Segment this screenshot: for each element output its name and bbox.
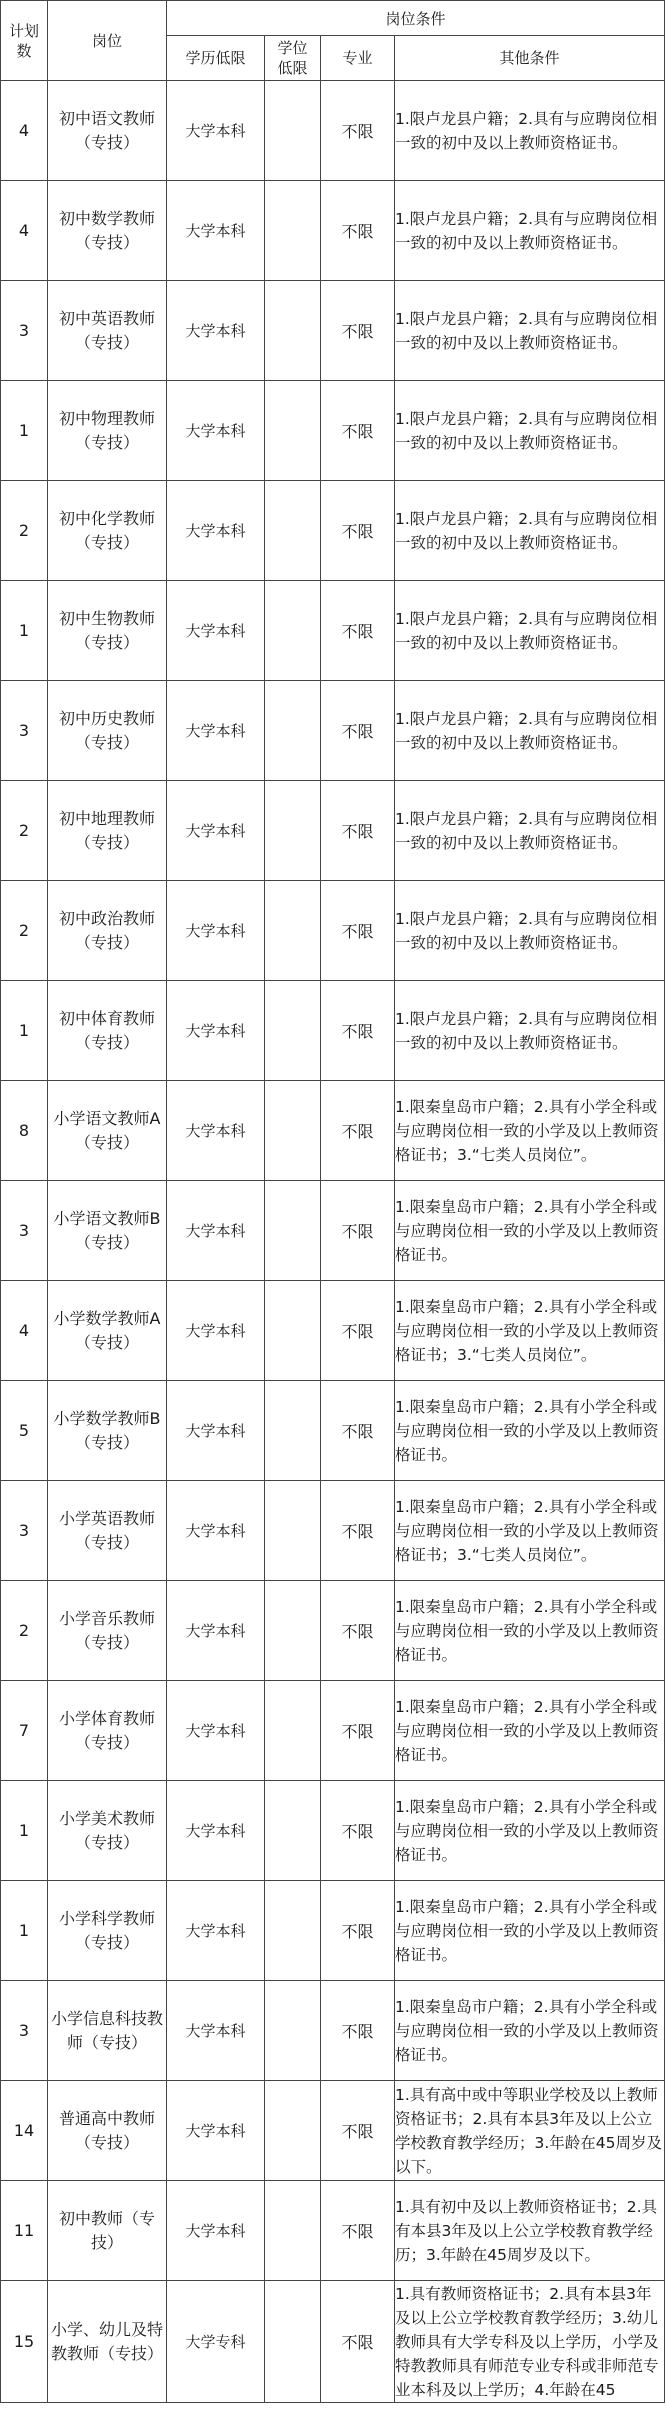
degree-cell — [265, 2081, 321, 2181]
major-cell: 不限 — [321, 781, 395, 881]
plan-count-cell: 1 — [1, 1781, 48, 1881]
major-cell: 不限 — [321, 1381, 395, 1481]
table-row — [1, 1581, 665, 1681]
table-row — [1, 2281, 665, 2403]
table-row — [1, 1681, 665, 1781]
degree-cell — [265, 581, 321, 681]
major-cell: 不限 — [321, 181, 395, 281]
major-cell: 不限 — [321, 681, 395, 781]
degree-cell — [265, 1281, 321, 1381]
table-row — [1, 1481, 665, 1581]
degree-cell — [265, 181, 321, 281]
table-row — [1, 1181, 665, 1281]
table-row — [1, 781, 665, 881]
plan-count-cell: 1 — [1, 1881, 48, 1981]
degree-cell — [265, 1981, 321, 2081]
degree-cell — [265, 1381, 321, 1481]
education-cell: 大学本科 — [167, 1381, 265, 1481]
plan-count-cell: 11 — [1, 2181, 48, 2281]
other-conditions-cell: 1.限卢龙县户籍；2.具有与应聘岗位相一致的初中及以上教师资格证书。 — [395, 981, 665, 1081]
degree-cell — [265, 1181, 321, 1281]
education-cell: 大学本科 — [167, 81, 265, 181]
other-conditions-cell: 1.具有初中及以上教师资格证书；2.具有本县3年及以上公立学校教育教学经历；3.年龄在45周岁及以下。 — [395, 2181, 665, 2281]
other-conditions-cell: 1.限卢龙县户籍；2.具有与应聘岗位相一致的初中及以上教师资格证书。 — [395, 281, 665, 381]
education-cell: 大学本科 — [167, 881, 265, 981]
education-cell: 大学本科 — [167, 1581, 265, 1681]
header-plan-count: 计划数 — [1, 1, 48, 81]
education-cell: 大学本科 — [167, 1981, 265, 2081]
other-conditions-cell: 1.限卢龙县户籍；2.具有与应聘岗位相一致的初中及以上教师资格证书。 — [395, 381, 665, 481]
major-cell: 不限 — [321, 1781, 395, 1881]
header-major: 专业 — [321, 36, 395, 81]
degree-cell — [265, 381, 321, 481]
plan-count-cell: 4 — [1, 81, 48, 181]
plan-count-cell: 3 — [1, 1981, 48, 2081]
degree-cell — [265, 1881, 321, 1981]
degree-cell — [265, 281, 321, 381]
major-cell: 不限 — [321, 1481, 395, 1581]
education-cell: 大学本科 — [167, 481, 265, 581]
education-cell: 大学本科 — [167, 1081, 265, 1181]
plan-count-cell: 3 — [1, 1481, 48, 1581]
position-cell: 初中地理教师（专技） — [48, 781, 167, 881]
table-row — [1, 81, 665, 181]
other-conditions-cell: 1.具有高中或中等职业学校及以上教师资格证书；2.具有本县3年及以上公立学校教育教学经历；3.年龄在45周岁及以下。 — [395, 2081, 665, 2181]
education-cell: 大学本科 — [167, 681, 265, 781]
position-cell: 小学英语教师（专技） — [48, 1481, 167, 1581]
table-body — [1, 81, 665, 2403]
major-cell: 不限 — [321, 2081, 395, 2181]
plan-count-cell: 2 — [1, 781, 48, 881]
table-row — [1, 181, 665, 281]
table-row — [1, 1381, 665, 1481]
plan-count-cell: 15 — [1, 2281, 48, 2403]
plan-count-cell: 3 — [1, 681, 48, 781]
table-row — [1, 881, 665, 981]
education-cell: 大学本科 — [167, 381, 265, 481]
major-cell: 不限 — [321, 81, 395, 181]
other-conditions-cell: 1.限秦皇岛市户籍；2.具有小学全科或与应聘岗位相一致的小学及以上教师资格证书。 — [395, 1381, 665, 1481]
other-conditions-cell: 1.限秦皇岛市户籍；2.具有小学全科或与应聘岗位相一致的小学及以上教师资格证书；3.“七类人员岗位”。 — [395, 1481, 665, 1581]
other-conditions-cell: 1.具有教师资格证书；2.具有本县3年及以上公立学校教育教学经历；3.幼儿教师具有大学专科及以上学历，小学及特教教师具有师范专业专科或非师范专业本科及以上学历；4.年龄在45 — [395, 2281, 665, 2403]
other-conditions-cell: 1.限秦皇岛市户籍；2.具有小学全科或与应聘岗位相一致的小学及以上教师资格证书；3.“七类人员岗位”。 — [395, 1081, 665, 1181]
education-cell: 大学本科 — [167, 1481, 265, 1581]
degree-cell — [265, 2281, 321, 2403]
other-conditions-cell: 1.限卢龙县户籍；2.具有与应聘岗位相一致的初中及以上教师资格证书。 — [395, 681, 665, 781]
major-cell: 不限 — [321, 381, 395, 481]
education-cell: 大学本科 — [167, 1281, 265, 1381]
header-education: 学历低限 — [167, 36, 265, 81]
education-cell: 大学本科 — [167, 2081, 265, 2181]
position-cell: 小学美术教师（专技） — [48, 1781, 167, 1881]
major-cell: 不限 — [321, 1181, 395, 1281]
position-cell: 小学语文教师B（专技） — [48, 1181, 167, 1281]
degree-cell — [265, 1581, 321, 1681]
plan-count-cell: 2 — [1, 1581, 48, 1681]
education-cell: 大学本科 — [167, 281, 265, 381]
major-cell: 不限 — [321, 1081, 395, 1181]
other-conditions-cell: 1.限秦皇岛市户籍；2.具有小学全科或与应聘岗位相一致的小学及以上教师资格证书。 — [395, 1181, 665, 1281]
plan-count-cell: 2 — [1, 881, 48, 981]
degree-cell — [265, 1481, 321, 1581]
major-cell: 不限 — [321, 1981, 395, 2081]
education-cell: 大学本科 — [167, 1681, 265, 1781]
table-row — [1, 2181, 665, 2281]
major-cell: 不限 — [321, 881, 395, 981]
table-row — [1, 481, 665, 581]
major-cell: 不限 — [321, 1681, 395, 1781]
position-cell: 初中政治教师（专技） — [48, 881, 167, 981]
plan-count-cell: 1 — [1, 381, 48, 481]
other-conditions-cell: 1.限卢龙县户籍；2.具有与应聘岗位相一致的初中及以上教师资格证书。 — [395, 181, 665, 281]
plan-count-cell: 1 — [1, 581, 48, 681]
position-cell: 小学、幼儿及特教教师（专技） — [48, 2281, 167, 2403]
position-cell: 初中数学教师（专技） — [48, 181, 167, 281]
other-conditions-cell: 1.限秦皇岛市户籍；2.具有小学全科或与应聘岗位相一致的小学及以上教师资格证书。 — [395, 1981, 665, 2081]
other-conditions-cell: 1.限秦皇岛市户籍；2.具有小学全科或与应聘岗位相一致的小学及以上教师资格证书。 — [395, 1881, 665, 1981]
position-cell: 小学体育教师（专技） — [48, 1681, 167, 1781]
position-cell: 小学科学教师（专技） — [48, 1881, 167, 1981]
degree-cell — [265, 881, 321, 981]
major-cell: 不限 — [321, 1881, 395, 1981]
table-row — [1, 681, 665, 781]
degree-cell — [265, 481, 321, 581]
education-cell: 大学本科 — [167, 2181, 265, 2281]
education-cell: 大学本科 — [167, 1881, 265, 1981]
major-cell: 不限 — [321, 481, 395, 581]
plan-count-cell: 7 — [1, 1681, 48, 1781]
plan-count-cell: 5 — [1, 1381, 48, 1481]
position-cell: 小学数学教师B（专技） — [48, 1381, 167, 1481]
major-cell: 不限 — [321, 281, 395, 381]
major-cell: 不限 — [321, 1281, 395, 1381]
degree-cell — [265, 781, 321, 881]
major-cell: 不限 — [321, 981, 395, 1081]
major-cell: 不限 — [321, 1581, 395, 1681]
degree-cell — [265, 681, 321, 781]
other-conditions-cell: 1.限卢龙县户籍；2.具有与应聘岗位相一致的初中及以上教师资格证书。 — [395, 781, 665, 881]
plan-count-cell: 14 — [1, 2081, 48, 2181]
position-cell: 小学音乐教师（专技） — [48, 1581, 167, 1681]
table-row — [1, 1981, 665, 2081]
education-cell: 大学专科 — [167, 2281, 265, 2403]
other-conditions-cell: 1.限秦皇岛市户籍；2.具有小学全科或与应聘岗位相一致的小学及以上教师资格证书；3.“七类人员岗位”。 — [395, 1281, 665, 1381]
table-row — [1, 1081, 665, 1181]
position-cell: 初中历史教师（专技） — [48, 681, 167, 781]
major-cell: 不限 — [321, 2281, 395, 2403]
education-cell: 大学本科 — [167, 1181, 265, 1281]
position-cell: 初中教师（专技） — [48, 2181, 167, 2281]
education-cell: 大学本科 — [167, 581, 265, 681]
plan-count-cell: 4 — [1, 1281, 48, 1381]
table-row — [1, 981, 665, 1081]
degree-cell — [265, 981, 321, 1081]
table-row — [1, 1281, 665, 1381]
major-cell: 不限 — [321, 2181, 395, 2281]
table-row — [1, 2081, 665, 2181]
table-row — [1, 1881, 665, 1981]
table-row — [1, 381, 665, 481]
position-cell: 初中物理教师（专技） — [48, 381, 167, 481]
table-row — [1, 281, 665, 381]
position-cell: 初中语文教师（专技） — [48, 81, 167, 181]
plan-count-cell: 2 — [1, 481, 48, 581]
plan-count-cell: 1 — [1, 981, 48, 1081]
position-cell: 普通高中教师（专技） — [48, 2081, 167, 2181]
table-row — [1, 1781, 665, 1881]
header-degree: 学位低限 — [265, 36, 321, 81]
degree-cell — [265, 2181, 321, 2281]
plan-count-cell: 4 — [1, 181, 48, 281]
position-cell: 小学数学教师A（专技） — [48, 1281, 167, 1381]
plan-count-cell: 8 — [1, 1081, 48, 1181]
education-cell: 大学本科 — [167, 181, 265, 281]
position-cell: 小学语文教师A（专技） — [48, 1081, 167, 1181]
plan-count-cell: 3 — [1, 1181, 48, 1281]
degree-cell — [265, 1081, 321, 1181]
education-cell: 大学本科 — [167, 781, 265, 881]
position-cell: 初中英语教师（专技） — [48, 281, 167, 381]
header-conditions: 岗位条件 — [167, 1, 665, 36]
other-conditions-cell: 1.限秦皇岛市户籍；2.具有小学全科或与应聘岗位相一致的小学及以上教师资格证书。 — [395, 1681, 665, 1781]
other-conditions-cell: 1.限卢龙县户籍；2.具有与应聘岗位相一致的初中及以上教师资格证书。 — [395, 81, 665, 181]
plan-count-cell: 3 — [1, 281, 48, 381]
education-cell: 大学本科 — [167, 981, 265, 1081]
other-conditions-cell: 1.限卢龙县户籍；2.具有与应聘岗位相一致的初中及以上教师资格证书。 — [395, 481, 665, 581]
education-cell: 大学本科 — [167, 1781, 265, 1881]
other-conditions-cell: 1.限卢龙县户籍；2.具有与应聘岗位相一致的初中及以上教师资格证书。 — [395, 581, 665, 681]
header-position: 岗位 — [48, 1, 167, 81]
position-cell: 初中化学教师（专技） — [48, 481, 167, 581]
major-cell: 不限 — [321, 581, 395, 681]
other-conditions-cell: 1.限秦皇岛市户籍；2.具有小学全科或与应聘岗位相一致的小学及以上教师资格证书。 — [395, 1581, 665, 1681]
position-cell: 初中体育教师（专技） — [48, 981, 167, 1081]
position-cell: 初中生物教师（专技） — [48, 581, 167, 681]
degree-cell — [265, 1681, 321, 1781]
table-row — [1, 581, 665, 681]
header-other: 其他条件 — [395, 36, 665, 81]
position-cell: 小学信息科技教师（专技） — [48, 1981, 167, 2081]
degree-cell — [265, 81, 321, 181]
degree-cell — [265, 1781, 321, 1881]
other-conditions-cell: 1.限卢龙县户籍；2.具有与应聘岗位相一致的初中及以上教师资格证书。 — [395, 881, 665, 981]
other-conditions-cell: 1.限秦皇岛市户籍；2.具有小学全科或与应聘岗位相一致的小学及以上教师资格证书。 — [395, 1781, 665, 1881]
